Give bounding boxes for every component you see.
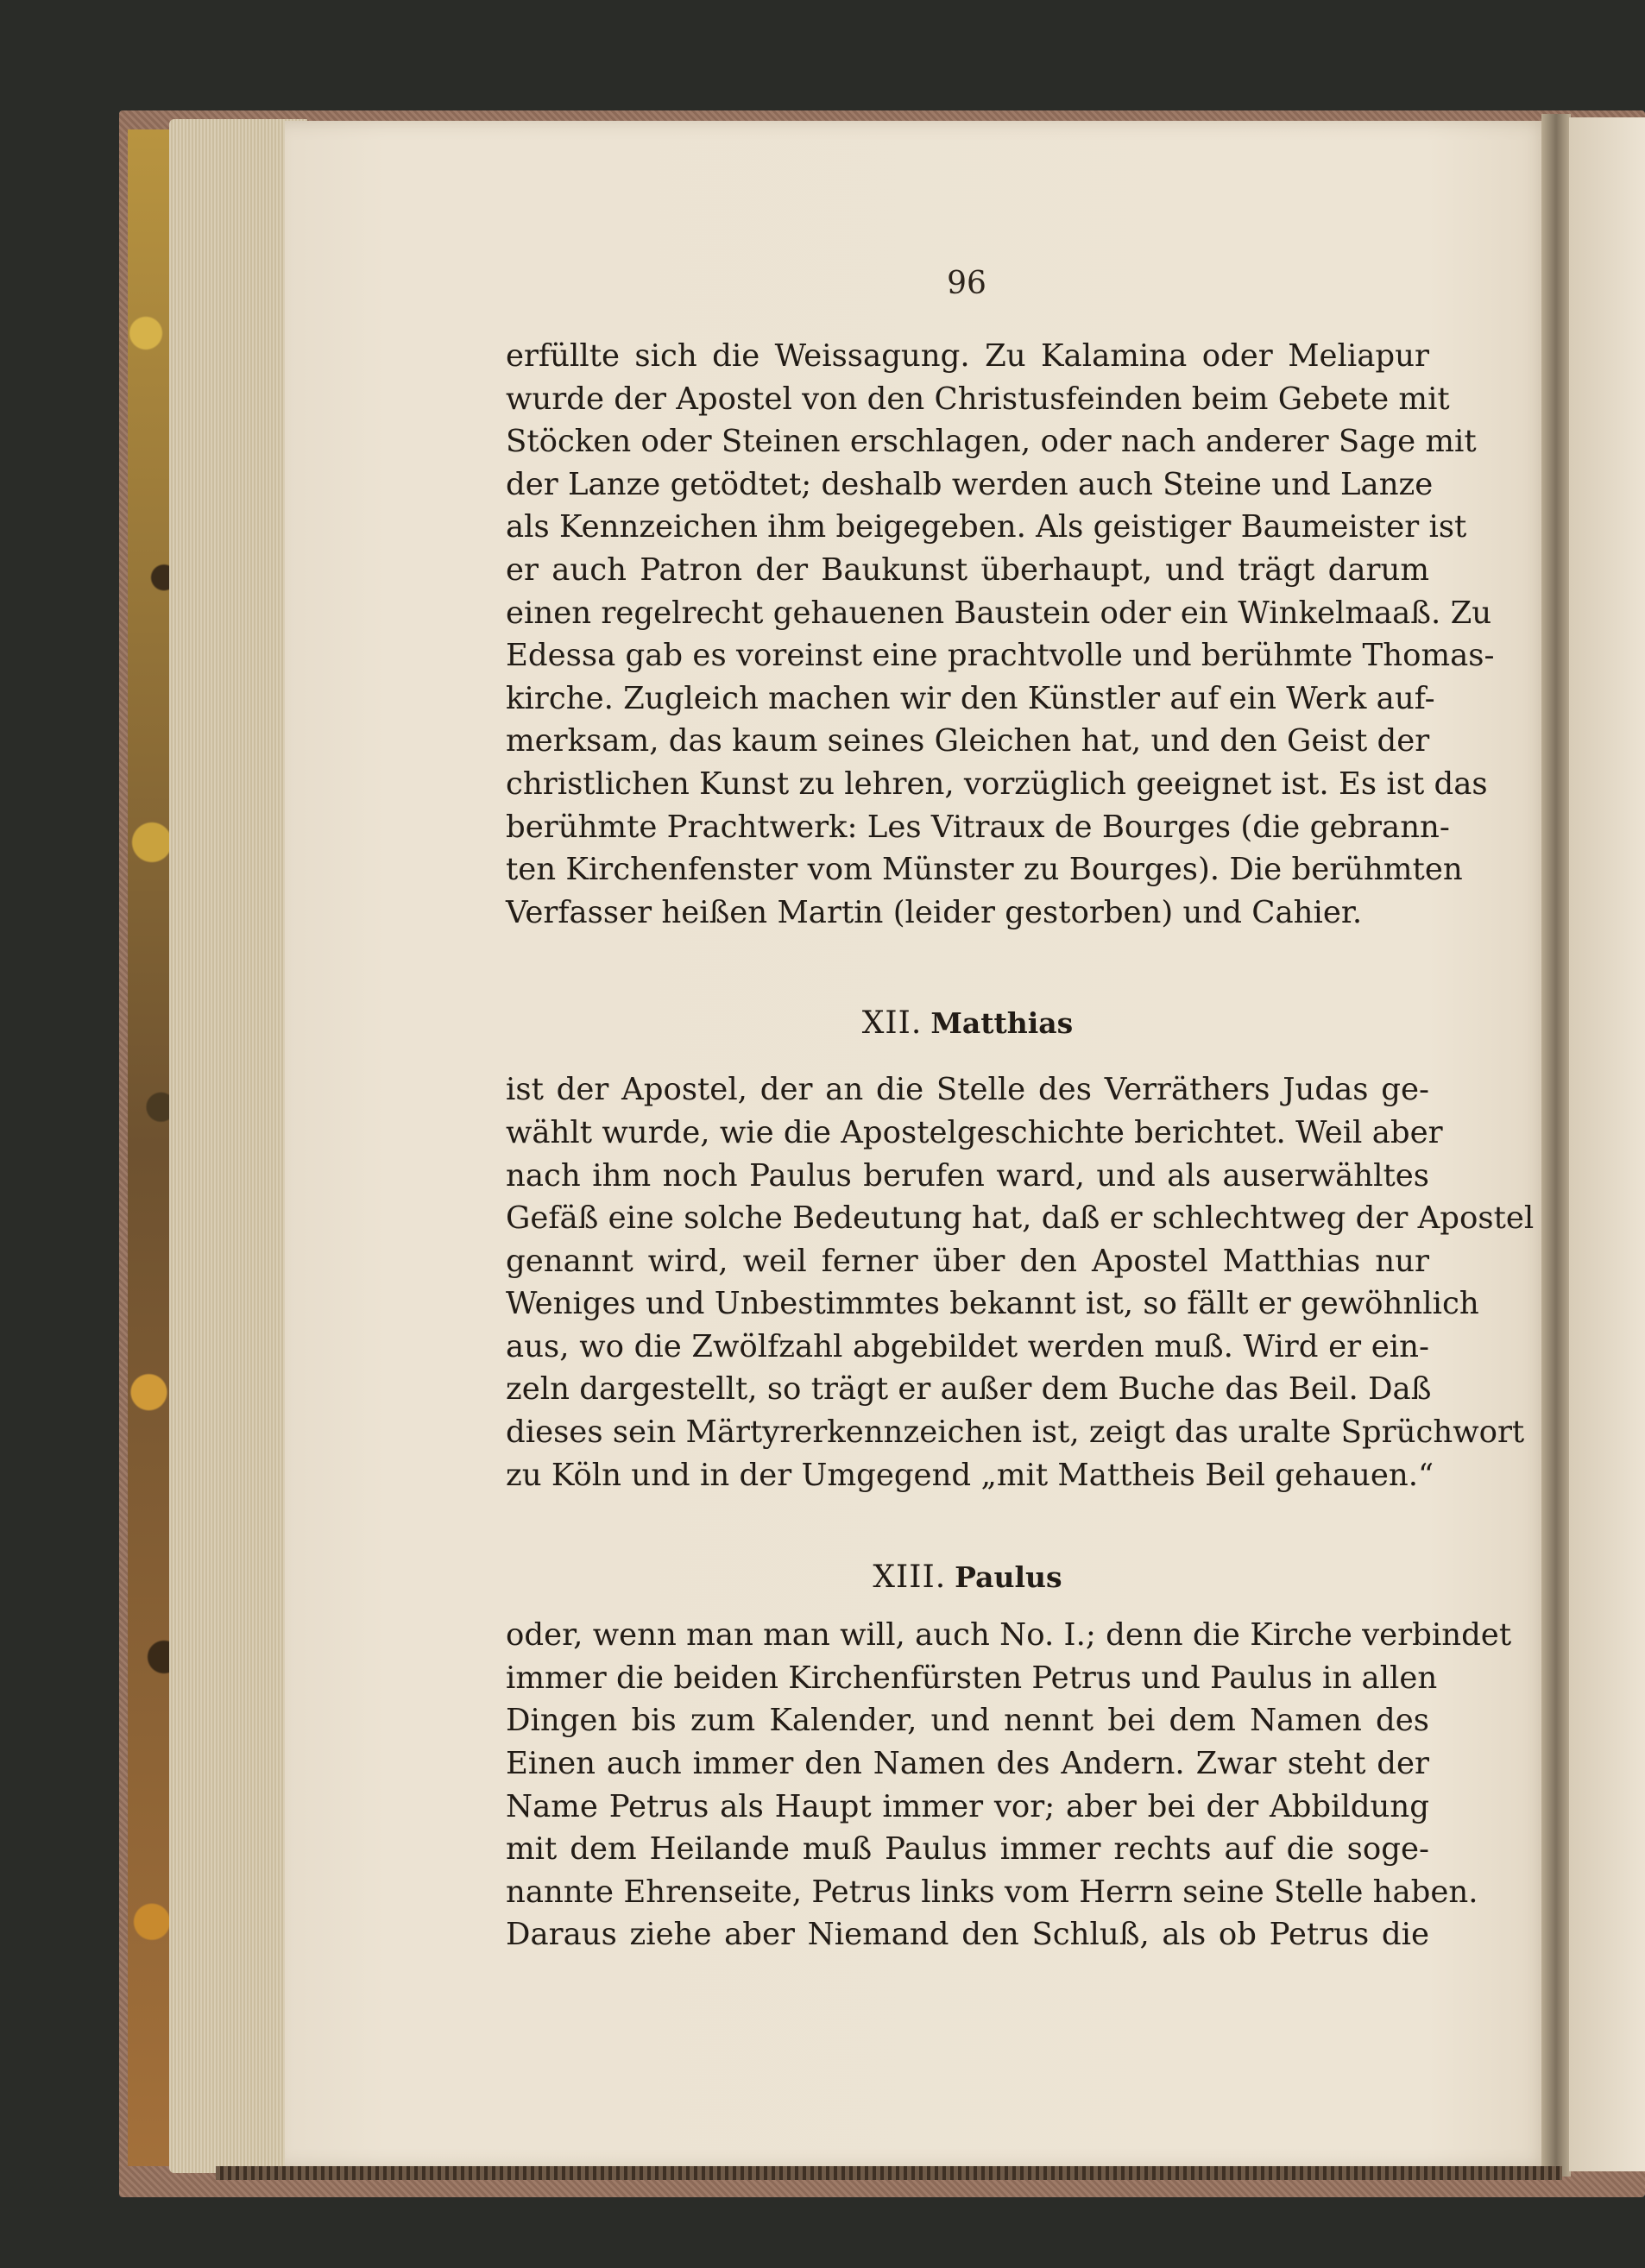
text-line: mit dem Heilande muß Paulus immer rechts auf die soge- <box>506 1831 1429 1868</box>
text-line: Daraus ziehe aber Niemand den Schluß, als ob Petrus die <box>506 1917 1429 1953</box>
text-line: erfüllte sich die Weissagung. Zu Kalamina oder Meliapur <box>506 338 1429 374</box>
text-line: berühmte Prachtwerk: Les Vitraux de Bourges (die gebrann- <box>506 809 1450 845</box>
book-gutter <box>1541 114 1571 2177</box>
page-number: 96 <box>947 266 986 301</box>
text-line: als Kennzeichen ihm beigegeben. Als geistiger Baumeister ist <box>506 509 1467 545</box>
text-line: Dingen bis zum Kalender, und nennt bei dem Namen des <box>506 1703 1429 1739</box>
text-line: nach ihm noch Paulus berufen ward, und als auserwähltes <box>506 1157 1429 1194</box>
text-line: Einen auch immer den Namen des Andern. Zwar steht der <box>506 1746 1429 1782</box>
text-line: ist der Apostel, der an die Stelle des Verräthers Judas ge- <box>506 1072 1429 1108</box>
text-line: genannt wird, weil ferner über den Apostel Matthias nur <box>506 1243 1429 1279</box>
section-xiii-body <box>506 1614 1512 1956</box>
section-name: Matthias <box>930 1006 1074 1041</box>
text-line: merksam, das kaum seines Gleichen hat, und den Geist der <box>506 723 1430 759</box>
text-line: ten Kirchenfenster vom Münster zu Bourges). Die berühmten <box>506 852 1463 888</box>
section-heading-xii <box>506 999 1429 1048</box>
text-line: Stöcken oder Steinen erschlagen, oder nach anderer Sage mit <box>506 424 1477 460</box>
text-line: zeln dargestellt, so trägt er außer dem Buche das Beil. Daß <box>506 1371 1432 1408</box>
text-line: aus, wo die Zwölfzahl abgebildet werden muß. Wird er ein- <box>506 1328 1429 1364</box>
section-numeral: XIII. <box>873 1559 947 1596</box>
text-line: christlichen Kunst zu lehren, vorzüglich geeignet ist. Es ist das <box>506 765 1488 802</box>
text-line: immer die beiden Kirchenfürsten Petrus und Paulus in allen <box>506 1660 1438 1696</box>
text-line: nannte Ehrenseite, Petrus links vom Herrn seine Stelle haben. <box>506 1874 1478 1910</box>
text-line: kirche. Zugleich machen wir den Künstler auf ein Werk auf- <box>506 680 1435 716</box>
text-line: wurde der Apostel von den Christusfeinden beim Gebete mit <box>506 381 1450 417</box>
text-line: einen regelrecht gehauenen Baustein oder ein Winkelmaaß. Zu <box>506 595 1492 631</box>
text-line: wählt wurde, wie die Apostelgeschichte berichtet. Weil aber <box>506 1114 1443 1150</box>
facing-page-edge <box>1569 117 1645 2171</box>
section-name: Paulus <box>955 1560 1062 1595</box>
section-numeral: XII. <box>861 1005 923 1042</box>
section-heading-xiii <box>506 1553 1429 1602</box>
text-line: Gefäß eine solche Bedeutung hat, daß er schlechtweg der Apostel <box>506 1200 1535 1237</box>
text-line: er auch Patron der Baukunst überhaupt, und trägt darum <box>506 551 1429 588</box>
text-line: oder, wenn man man will, auch No. I.; denn die Kirche verbindet <box>506 1617 1512 1654</box>
paragraph-1 <box>506 335 1495 934</box>
text-line: Weniges und Unbestimmtes bekannt ist, so fällt er gewöhnlich <box>506 1286 1479 1322</box>
text-line: Verfasser heißen Martin (leider gestorben) und Cahier. <box>506 894 1363 930</box>
book-bottom-edge <box>216 2166 1562 2180</box>
text-line: zu Köln und in der Umgegend „mit Mattheis Beil gehauen.“ <box>506 1457 1434 1493</box>
text-line: der Lanze getödtet; deshalb werden auch Steine und Lanze <box>506 466 1434 502</box>
page-text <box>506 335 1535 1956</box>
section-xii-body <box>506 1068 1535 1496</box>
text-line: Name Petrus als Haupt immer vor; aber bei der Abbildung <box>506 1788 1429 1824</box>
text-line: dieses sein Märtyrerkennzeichen ist, zeigt das uralte Sprüchwort <box>506 1414 1525 1451</box>
text-line: Edessa gab es voreinst eine prachtvolle und berühmte Thomas- <box>506 638 1495 674</box>
